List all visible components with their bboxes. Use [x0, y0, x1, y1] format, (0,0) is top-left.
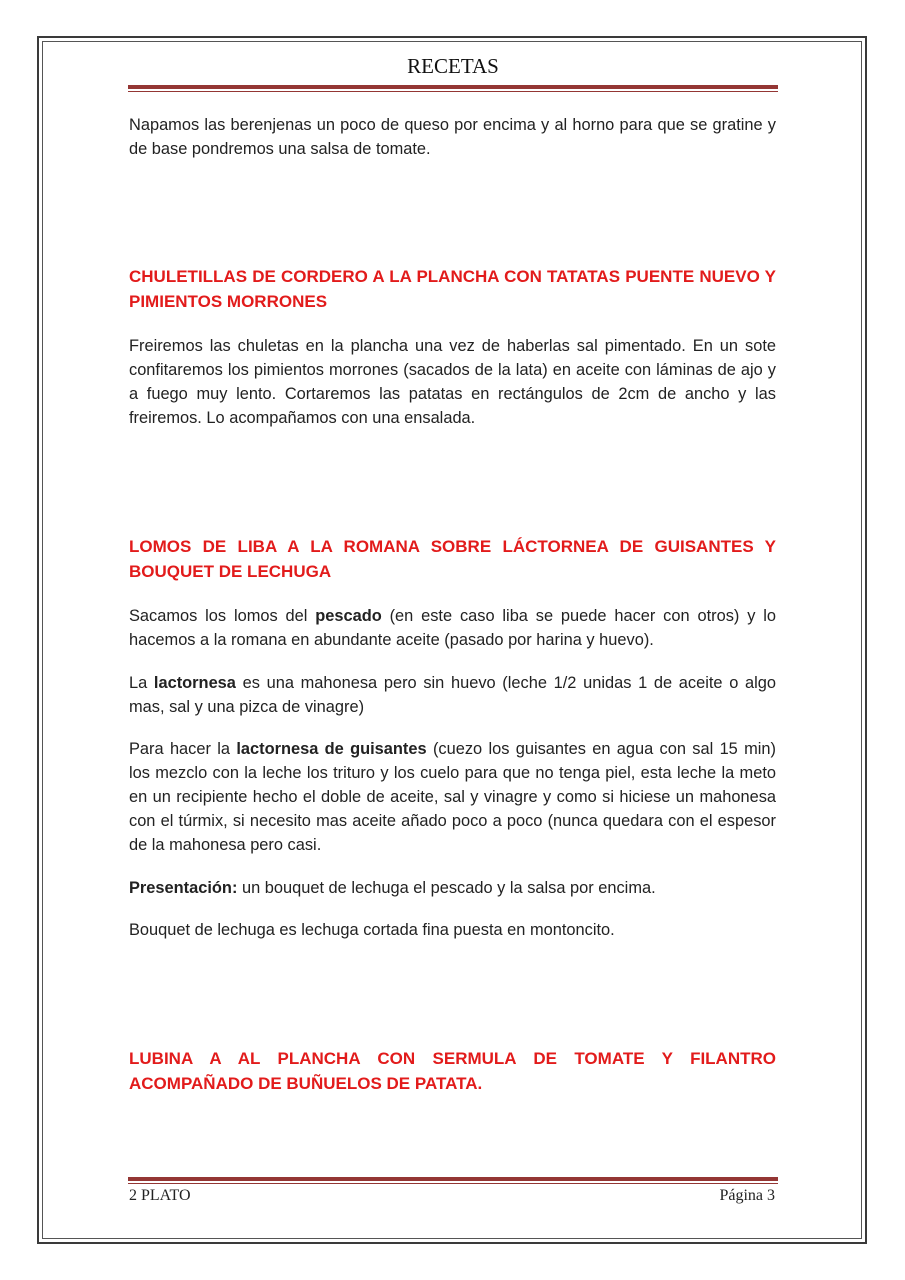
- text-run: Sacamos los lomos del: [129, 607, 316, 625]
- footer-rule: [128, 1177, 778, 1181]
- recipe-title-chuletillas: CHULETILLAS DE CORDERO A LA PLANCHA CON TATATAS PUENTE NUEVO Y PIMIENTOS MORRONES: [129, 267, 776, 311]
- text-run: es una mahonesa pero sin huevo (leche 1/2 unidas 1 de aceite o algo mas, sal y una pizca de vinagre): [129, 674, 776, 716]
- header-rule-thin: [128, 91, 778, 92]
- bold-term: lactornesa de guisantes: [236, 740, 427, 758]
- text-run: (en este caso liba se puede hacer con otros) y lo hacemos a la romana en abundante aceite (pasado por harina y huevo).: [129, 607, 776, 649]
- recipe-title-lubina: LUBINA A AL PLANCHA CON SERMULA DE TOMATE Y FILANTRO ACOMPAÑADO DE BUÑUELOS DE PATATA.: [129, 1049, 776, 1093]
- footer-rule-thin: [128, 1183, 778, 1184]
- recipe-paragraph: [129, 737, 776, 857]
- text-run: (cuezo los guisantes en agua con sal 15 min) los mezclo con la leche los trituro y los cuelo para que no tenga piel, esta leche la meto en un recipiente hecho el doble de aceite, sal y vinagre y como si hiciese un mahonesa con el túrmix, si necesito mas aceite añado poco a poco (nunca quedara con el espesor de la mahonesa pero casi.: [129, 740, 776, 854]
- recipe-paragraph: [129, 604, 776, 652]
- text-run: Para hacer la: [129, 740, 237, 758]
- recipe-title-lomos: LOMOS DE LIBA A LA ROMANA SOBRE LÁCTORNEA DE GUISANTES Y BOUQUET DE LECHUGA: [129, 537, 776, 581]
- bold-term: pescado: [315, 607, 382, 625]
- bold-term: Presentación:: [129, 879, 238, 897]
- recipe-paragraph: Freiremos las chuletas en la plancha una vez de haberlas sal pimentado. En un sote confitaremos los pimientos morrones (sacados de la lata) en aceite con láminas de ajo y a fuego muy lento. Cortaremos las patatas en rectángulos de 2cm de ancho y las freiremos. Lo acompañamos con una ensalada.: [129, 337, 776, 427]
- text-run: La: [129, 674, 154, 692]
- header-rule: [128, 85, 778, 89]
- header-title: RECETAS: [407, 54, 499, 78]
- recipe-paragraph: Bouquet de lechuga es lechuga cortada fina puesta en montoncito.: [129, 921, 615, 939]
- intro-paragraph: Napamos las berenjenas un poco de queso por encima y al horno para que se gratine y de base pondremos una salsa de tomate.: [129, 116, 776, 158]
- page-number: Página 3: [719, 1187, 775, 1204]
- recipe-paragraph: [129, 671, 776, 719]
- bold-term: lactornesa: [153, 674, 236, 692]
- text-run: un bouquet de lechuga el pescado y la salsa por encima.: [237, 879, 656, 897]
- recipe-paragraph: [129, 876, 776, 900]
- footer-section: 2 PLATO: [129, 1187, 191, 1204]
